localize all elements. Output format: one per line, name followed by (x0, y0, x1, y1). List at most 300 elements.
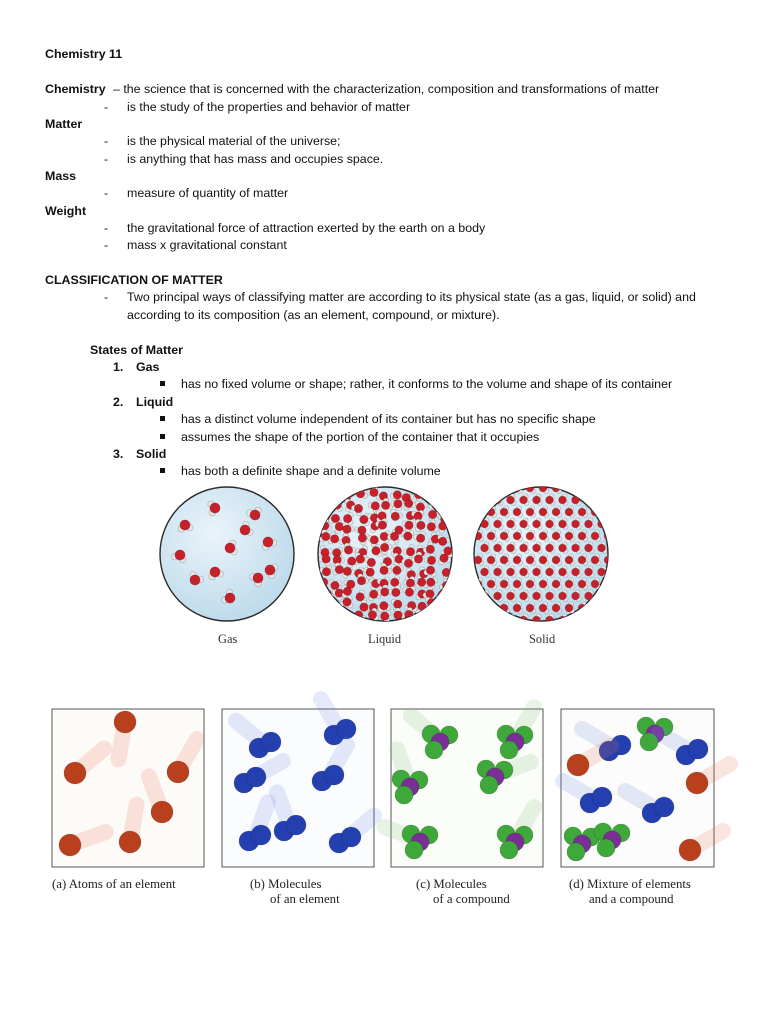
oxygen-atom (250, 510, 260, 520)
oxygen-atom (539, 484, 547, 492)
atom (611, 735, 631, 755)
atom (392, 770, 410, 788)
oxygen-atom (344, 546, 353, 555)
hydrogen-atom (343, 533, 349, 539)
hydrogen-atom (491, 482, 496, 487)
oxygen-atom (474, 508, 482, 516)
oxygen-atom (591, 580, 599, 588)
hydrogen-atom (359, 567, 365, 573)
hydrogen-atom (484, 494, 489, 499)
hydrogen-atom (331, 532, 337, 538)
atom (312, 771, 332, 791)
hydrogen-atom (543, 506, 548, 511)
hydrogen-atom (615, 572, 620, 577)
hydrogen-atom (412, 606, 418, 612)
hydrogen-atom (575, 614, 580, 619)
hydrogen-atom (229, 540, 236, 547)
hydrogen-atom (377, 524, 383, 530)
hydrogen-atom (523, 590, 528, 595)
hydrogen-atom (383, 555, 389, 561)
oxygen-atom (378, 521, 387, 530)
oxygen-atom (428, 510, 437, 519)
state-number: 2. (113, 395, 124, 409)
oxygen-atom (439, 522, 448, 531)
atom (440, 726, 458, 744)
motion-trail (578, 746, 611, 765)
oxygen-atom (500, 580, 508, 588)
atom (597, 839, 615, 857)
oxygen-atom (494, 496, 502, 504)
hydrogen-atom (186, 524, 193, 531)
hydrogen-atom (550, 500, 555, 505)
hydrogen-atom (510, 566, 515, 571)
atom (59, 834, 81, 856)
atom (679, 839, 701, 861)
motion-trail (397, 749, 410, 785)
hydrogen-atom (416, 496, 422, 502)
oxygen-atom (487, 508, 495, 516)
hydrogen-atom (411, 511, 417, 517)
hydrogen-atom (263, 544, 270, 551)
hydrogen-atom (484, 590, 489, 595)
atom (261, 732, 281, 752)
hydrogen-atom (511, 524, 516, 529)
oxygen-atom (441, 501, 450, 510)
atom (329, 833, 349, 853)
hydrogen-atom (497, 590, 502, 595)
oxygen-atom (611, 568, 619, 576)
oxygen-atom (572, 592, 580, 600)
hydrogen-atom (588, 542, 593, 547)
hydrogen-atom (448, 552, 454, 558)
hydrogen-atom (614, 614, 619, 619)
hydrogen-atom (329, 518, 335, 524)
hydrogen-atom (332, 589, 338, 595)
hydrogen-atom (439, 528, 445, 534)
hydrogen-atom (443, 595, 449, 601)
hydrogen-atom (412, 512, 418, 518)
hydrogen-atom (423, 592, 429, 598)
atom (497, 825, 515, 843)
hydrogen-atom (550, 524, 555, 529)
oxygen-atom (368, 611, 377, 620)
oxygen-atom (333, 501, 342, 510)
oxygen-atom (507, 496, 515, 504)
hydrogen-atom (582, 512, 587, 517)
hydrogen-atom (350, 547, 356, 553)
atom (506, 733, 524, 751)
hydrogen-atom (517, 536, 522, 541)
hydrogen-atom (403, 499, 409, 505)
hydrogen-atom (328, 538, 334, 544)
oxygen-atom (343, 525, 352, 534)
hydrogen-atom (410, 502, 416, 508)
hydrogen-atom (416, 552, 422, 558)
hydrogen-atom (601, 518, 606, 523)
oxygen-atom (578, 580, 586, 588)
hydrogen-atom (549, 494, 554, 499)
hydrogen-atom (608, 530, 613, 535)
hydrogen-atom (582, 554, 587, 559)
oxygen-atom (591, 484, 599, 492)
hydrogen-atom (608, 482, 613, 487)
atom (274, 821, 294, 841)
oxygen-atom (591, 508, 599, 516)
hydrogen-atom (614, 494, 619, 499)
hydrogen-atom (602, 620, 607, 625)
atom (246, 767, 266, 787)
oxygen-atom (474, 484, 482, 492)
hydrogen-atom (320, 546, 326, 552)
hydrogen-atom (543, 482, 548, 487)
hydrogen-atom (485, 548, 490, 553)
hydrogen-atom (391, 599, 397, 605)
oxygen-atom (414, 490, 423, 499)
hydrogen-atom (556, 506, 561, 511)
atom (402, 825, 420, 843)
motion-trail (690, 831, 723, 850)
hydrogen-atom (179, 556, 186, 563)
hydrogen-atom (537, 572, 542, 577)
hydrogen-atom (497, 494, 502, 499)
oxygen-atom (356, 489, 365, 498)
oxygen-atom (513, 484, 521, 492)
oxygen-atom (322, 567, 331, 576)
oxygen-atom (611, 520, 619, 528)
oxygen-atom (180, 520, 190, 530)
motion-trail (384, 827, 420, 840)
oxygen-atom (356, 555, 365, 564)
hydrogen-atom (336, 615, 342, 621)
hydrogen-atom (368, 502, 374, 508)
hydrogen-atom (582, 506, 587, 511)
oxygen-atom (343, 610, 352, 619)
oxygen-atom (507, 544, 515, 552)
caption-b-line1: (b) Molecules (250, 877, 322, 891)
oxygen-atom (546, 520, 554, 528)
atom (167, 761, 189, 783)
hydrogen-atom (255, 507, 262, 514)
hydrogen-atom (445, 506, 451, 512)
oxygen-atom (321, 612, 330, 621)
oxygen-atom (335, 589, 344, 598)
oxygen-atom (487, 580, 495, 588)
oxygen-atom (572, 520, 580, 528)
oxygen-atom (331, 490, 340, 499)
hydrogen-atom (384, 617, 390, 623)
hydrogen-atom (439, 584, 445, 590)
weight-point: mass x gravitational constant (127, 238, 287, 252)
hydrogen-atom (373, 508, 379, 513)
hydrogen-atom (543, 560, 548, 565)
atom (654, 797, 674, 817)
oxygen-atom (394, 600, 403, 609)
oxygen-atom (520, 568, 528, 576)
hydrogen-atom (443, 578, 449, 584)
oxygen-atom (331, 581, 340, 590)
oxygen-atom (598, 544, 606, 552)
oxygen-atom (225, 543, 235, 553)
hydrogen-atom (410, 614, 416, 620)
oxygen-atom (390, 532, 399, 541)
caption-d-line1: (d) Mixture of elements (569, 877, 691, 891)
oxygen-atom (334, 604, 343, 613)
oxygen-atom (559, 616, 567, 624)
hydrogen-atom (498, 524, 503, 529)
classification-text: according to its composition (as an element, compound, or mixture). (127, 308, 500, 322)
hydrogen-atom (530, 512, 535, 517)
hydrogen-atom (504, 530, 509, 535)
oxygen-atom (513, 508, 521, 516)
oxygen-atom (474, 532, 482, 540)
oxygen-atom (367, 558, 376, 567)
hydrogen-atom (569, 608, 574, 613)
liquid-circle (318, 487, 452, 621)
oxygen-atom (494, 520, 502, 528)
atom (234, 773, 254, 793)
atom (506, 833, 524, 851)
solid-point: has both a definite shape and a definite volume (181, 464, 441, 478)
hydrogen-atom (563, 596, 568, 601)
hydrogen-atom (402, 559, 408, 565)
hydrogen-atom (615, 548, 620, 553)
label-liquid: Liquid (368, 632, 402, 646)
motion-trail (250, 761, 283, 780)
hydrogen-atom (411, 557, 417, 563)
hydrogen-atom (575, 494, 580, 499)
oxygen-atom (354, 504, 363, 513)
hydrogen-atom (376, 495, 382, 501)
hydrogen-atom (441, 550, 447, 556)
motion-trail (277, 792, 290, 828)
hydrogen-atom (510, 542, 515, 547)
oxygen-atom (427, 598, 436, 607)
atom (676, 745, 696, 765)
hydrogen-atom (438, 535, 444, 541)
hydrogen-atom (524, 524, 529, 529)
hydrogen-atom (355, 527, 361, 533)
hydrogen-atom (349, 569, 355, 575)
hydrogen-atom (347, 562, 353, 568)
oxygen-atom (585, 592, 593, 600)
hydrogen-atom (523, 566, 528, 571)
hydrogen-atom (424, 557, 430, 563)
hydrogen-atom (530, 482, 535, 487)
atom (646, 725, 664, 743)
oxygen-atom (427, 490, 436, 499)
bullet-dash: - (104, 100, 109, 114)
hydrogen-atom (325, 561, 331, 567)
hydrogen-atom (353, 559, 359, 565)
hydrogen-atom (396, 506, 402, 512)
hydrogen-atom (386, 568, 392, 574)
chemistry-point: is the study of the properties and behavior of matter (127, 100, 411, 114)
oxygen-atom (578, 604, 586, 612)
oxygen-atom (546, 592, 554, 600)
hydrogen-atom (373, 615, 379, 621)
hydrogen-atom (347, 595, 353, 601)
hydrogen-atom (491, 512, 496, 517)
hydrogen-atom (569, 530, 574, 535)
term-matter: Matter (45, 117, 83, 131)
hydrogen-atom (339, 558, 345, 564)
hydrogen-atom (588, 494, 593, 499)
hydrogen-atom (370, 578, 376, 584)
hydrogen-atom (434, 618, 440, 624)
hydrogen-atom (389, 589, 395, 595)
oxygen-atom (591, 556, 599, 564)
hydrogen-atom (556, 560, 561, 565)
oxygen-atom (330, 611, 339, 620)
hydrogen-atom (504, 482, 509, 487)
oxygen-atom (380, 543, 389, 552)
hydrogen-atom (387, 534, 393, 540)
hydrogen-atom (367, 574, 373, 580)
hydrogen-atom (601, 614, 606, 619)
oxygen-atom (572, 496, 580, 504)
hydrogen-atom (556, 578, 561, 583)
oxygen-atom (559, 544, 567, 552)
hydrogen-atom (588, 566, 593, 571)
hydrogen-atom (406, 568, 412, 574)
oxygen-atom (578, 532, 586, 540)
hydrogen-atom (209, 509, 216, 516)
oxygen-atom (321, 522, 330, 531)
oxygen-atom (418, 602, 427, 611)
hydrogen-atom (595, 560, 600, 565)
hydrogen-atom (485, 572, 490, 577)
hydrogen-atom (543, 578, 548, 583)
oxygen-atom (378, 512, 387, 521)
hydrogen-atom (523, 518, 528, 523)
oxygen-atom (565, 484, 573, 492)
hydrogen-atom (530, 554, 535, 559)
hydrogen-atom (595, 584, 600, 589)
hydrogen-atom (504, 536, 509, 541)
hydrogen-atom (424, 490, 430, 496)
hydrogen-atom (439, 492, 445, 498)
hydrogen-atom (537, 524, 542, 529)
hydrogen-atom (367, 514, 373, 520)
oxygen-atom (360, 603, 369, 612)
hydrogen-atom (429, 504, 435, 510)
hydrogen-atom (391, 551, 397, 557)
hydrogen-atom (369, 609, 375, 615)
hydrogen-atom (485, 620, 490, 625)
hydrogen-atom (348, 512, 354, 518)
hydrogen-atom (432, 498, 438, 504)
oxygen-atom (520, 496, 528, 504)
hydrogen-atom (608, 506, 613, 511)
hydrogen-atom (517, 608, 522, 613)
definition-chemistry: – the science that is concerned with the characterization, composition and transformations of matter (113, 82, 660, 96)
oxygen-atom (427, 523, 436, 532)
hydrogen-atom (549, 542, 554, 547)
hydrogen-atom (336, 519, 342, 525)
hydrogen-atom (536, 494, 541, 499)
atom (486, 768, 504, 786)
hydrogen-atom (361, 540, 367, 546)
oxygen-atom (407, 601, 416, 610)
hydrogen-atom (595, 530, 600, 535)
hydrogen-atom (319, 568, 325, 574)
oxygen-atom (417, 578, 426, 587)
hydrogen-atom (439, 559, 445, 565)
oxygen-atom (591, 532, 599, 540)
hydrogen-atom (550, 596, 555, 601)
hydrogen-atom (589, 500, 594, 505)
hydrogen-atom (530, 584, 535, 589)
oxygen-atom (379, 492, 388, 501)
hydrogen-atom (427, 604, 433, 610)
atom (599, 741, 619, 761)
hydrogen-atom (491, 506, 496, 511)
motion-trail (495, 762, 531, 775)
solid-circle (474, 487, 608, 621)
bullet-square (160, 434, 165, 439)
hydrogen-atom (438, 514, 444, 520)
hydrogen-atom (543, 608, 548, 613)
hydrogen-atom (595, 608, 600, 613)
oxygen-atom (526, 532, 534, 540)
hydrogen-atom (484, 566, 489, 571)
hydrogen-atom (337, 595, 343, 601)
oxygen-atom (346, 580, 355, 589)
oxygen-atom (322, 555, 331, 564)
hydrogen-atom (517, 584, 522, 589)
oxygen-atom (611, 544, 619, 552)
oxygen-atom (604, 580, 612, 588)
oxygen-atom (539, 604, 547, 612)
hydrogen-atom (478, 536, 483, 541)
hydrogen-atom (543, 530, 548, 535)
hydrogen-atom (420, 532, 426, 538)
bullet-dash: - (104, 186, 109, 200)
hydrogen-atom (382, 549, 388, 555)
oxygen-atom (572, 568, 580, 576)
hydrogen-atom (589, 548, 594, 553)
hydrogen-atom (556, 530, 561, 535)
hydrogen-atom (523, 542, 528, 547)
hydrogen-atom (517, 512, 522, 517)
hydrogen-atom (359, 590, 365, 596)
oxygen-atom (406, 547, 415, 556)
hydrogen-atom (550, 620, 555, 625)
hydrogen-atom (536, 566, 541, 571)
oxygen-atom (526, 580, 534, 588)
hydrogen-atom (326, 496, 332, 502)
hydrogen-atom (336, 554, 342, 560)
hydrogen-atom (582, 584, 587, 589)
hydrogen-atom (614, 542, 619, 547)
atom (642, 803, 662, 823)
hydrogen-atom (562, 542, 567, 547)
atom (341, 827, 361, 847)
atom (580, 793, 600, 813)
hydrogen-atom (582, 560, 587, 565)
oxygen-atom (533, 592, 541, 600)
hydrogen-atom (491, 536, 496, 541)
matter-point: is anything that has mass and occupies space. (127, 152, 384, 166)
hydrogen-atom (615, 524, 620, 529)
hydrogen-atom (381, 562, 387, 568)
atom (500, 741, 518, 759)
hydrogen-atom (345, 506, 351, 512)
hydrogen-atom (517, 602, 522, 607)
hydrogen-atom (384, 538, 390, 544)
hydrogen-atom (498, 548, 503, 553)
hydrogen-atom (226, 589, 233, 596)
